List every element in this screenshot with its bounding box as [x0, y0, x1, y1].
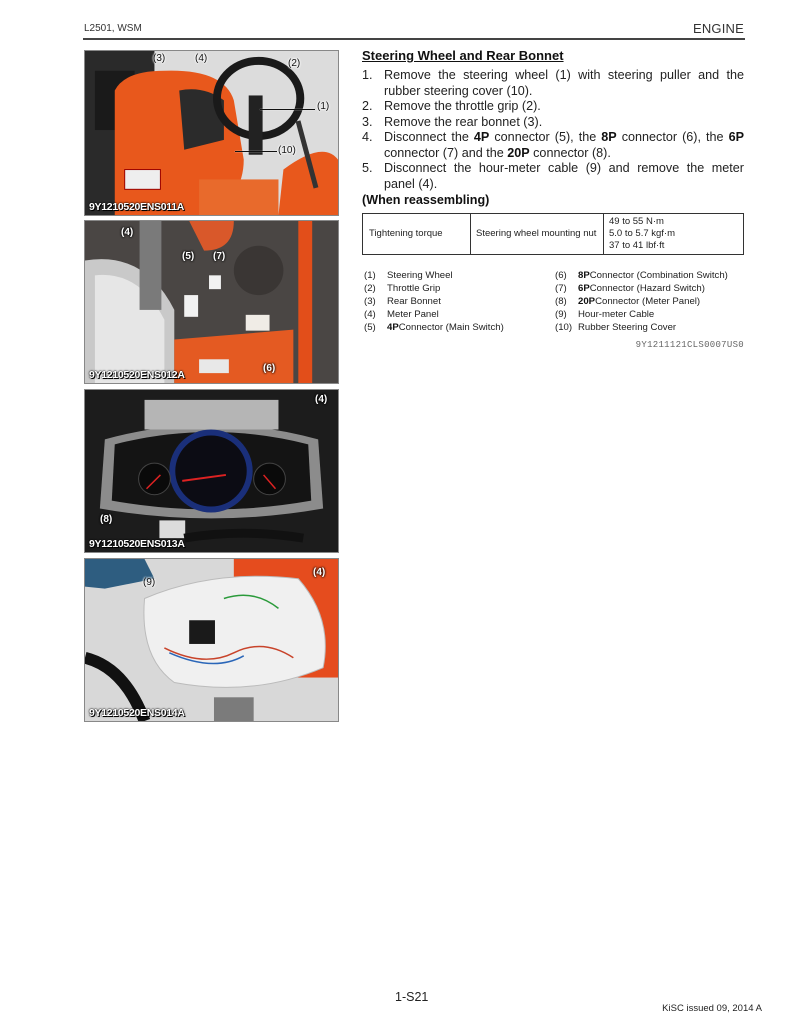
- leader-line: [260, 109, 315, 110]
- figure-code: 9Y1210520ENS012A: [89, 369, 185, 381]
- step-2: [362, 99, 744, 115]
- procedure-steps: [362, 68, 744, 192]
- legend-item: (4) Meter Panel: [364, 309, 439, 320]
- legend-item: (2) Throttle Grip: [364, 283, 441, 294]
- header-rule: [83, 38, 745, 40]
- section-title: Steering Wheel and Rear Bonnet: [362, 48, 564, 63]
- document-code: 9Y1211121CLS0007US0: [635, 340, 744, 350]
- step-1: [362, 68, 744, 99]
- step-4: [362, 130, 744, 161]
- torque-value-kgfm: 5.0 to 5.7 kgf·m: [609, 228, 676, 239]
- callout-8: (8): [100, 514, 113, 525]
- callout-4: (4): [315, 394, 328, 405]
- header-model: L2501, WSM: [84, 23, 142, 34]
- figure-steering-wheel: [84, 50, 339, 216]
- callout-4: (4): [121, 227, 134, 238]
- step-text: Remove the rear bonnet (3).: [384, 114, 543, 129]
- torque-values: [604, 214, 744, 255]
- legend-item: (6) 8P Connector (Combination Switch): [555, 270, 728, 281]
- figure-code: 9Y1210520ENS013A: [89, 538, 185, 550]
- page-number: 1-S21: [395, 990, 429, 1004]
- legend-item: (3) Rear Bonnet: [364, 296, 441, 307]
- legend-item: (1) Steering Wheel: [364, 270, 453, 281]
- torque-label: Tightening torque: [363, 214, 471, 255]
- legend-item: (7) 6P Connector (Hazard Switch): [555, 283, 705, 294]
- step-text: Disconnect the 4P connector (5), the 8P connector (6), the 6P connector (7) and the 20P connector (8).: [384, 130, 745, 160]
- step-number: 1.: [362, 68, 373, 82]
- figure-code: 9Y1210520ENS011A: [89, 201, 185, 213]
- step-number: 2.: [362, 99, 373, 113]
- figure-code: 9Y1210520ENS014A: [89, 707, 185, 719]
- callout-4: (4): [313, 567, 326, 578]
- callout-6: (6): [263, 363, 276, 374]
- step-text: Disconnect the hour-meter cable (9) and remove the meter panel (4).: [384, 161, 744, 191]
- legend-column-left: [364, 269, 504, 334]
- reassembling-heading: (When reassembling): [362, 193, 490, 207]
- legend-item: (8) 20P Connector (Meter Panel): [555, 296, 701, 307]
- torque-item: Steering wheel mounting nut: [471, 214, 604, 255]
- step-text: Remove the steering wheel (1) with steering puller and the rubber steering cover (10).: [384, 68, 744, 98]
- torque-table: [362, 213, 744, 255]
- callout-5: (5): [182, 251, 195, 262]
- legend-item: (9) Hour-meter Cable: [555, 309, 655, 320]
- steering-wheel-photo: [85, 51, 338, 215]
- issue-info: KiSC issued 09, 2014 A: [662, 1003, 762, 1014]
- callout-1: (1): [317, 101, 330, 112]
- header-section: ENGINE: [692, 21, 744, 36]
- leader-line: [235, 151, 277, 152]
- figure-meter-panel: [84, 389, 339, 553]
- callout-10: (10): [278, 145, 296, 156]
- callout-4: (4): [195, 53, 208, 64]
- torque-value-nm: 49 to 55 N·m: [609, 216, 664, 227]
- legend-column-right: [555, 269, 728, 334]
- callout-3: (3): [153, 53, 166, 64]
- meter-panel-photo: [85, 390, 338, 552]
- hour-meter-photo: [85, 559, 338, 721]
- legend-item: (10) Rubber Steering Cover: [555, 322, 677, 333]
- step-number: 4.: [362, 130, 373, 144]
- torque-row: [363, 214, 744, 255]
- step-number: 5.: [362, 161, 373, 175]
- figure-hour-meter-cable: [84, 558, 339, 722]
- figure-connectors: [84, 220, 339, 384]
- step-3: [362, 115, 744, 131]
- connectors-photo: [85, 221, 338, 383]
- torque-value-lbfft: 37 to 41 lbf·ft: [609, 240, 665, 251]
- callout-9: (9): [143, 577, 156, 588]
- step-5: [362, 161, 744, 192]
- legend-item: (5) 4P Connector (Main Switch): [364, 322, 504, 333]
- step-number: 3.: [362, 114, 373, 129]
- step-text: Remove the throttle grip (2).: [384, 99, 541, 113]
- callout-7: (7): [213, 251, 226, 262]
- callout-2: (2): [288, 58, 301, 69]
